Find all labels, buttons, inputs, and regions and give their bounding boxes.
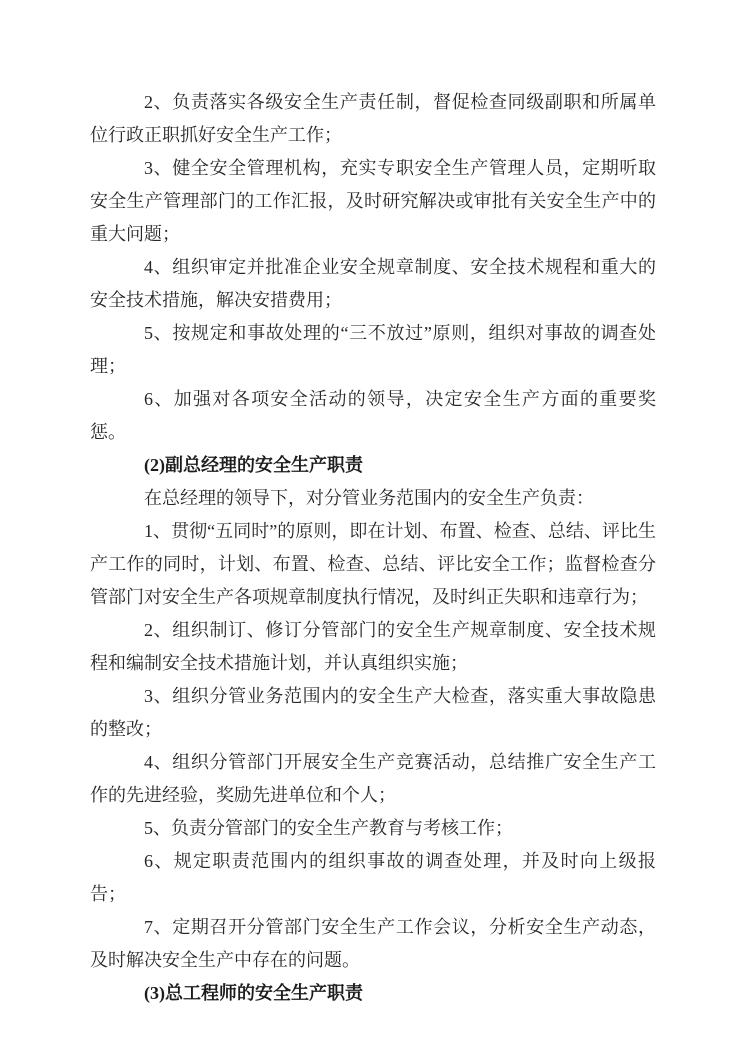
paragraph: 5、负责分管部门的安全生产教育与考核工作；	[144, 818, 513, 838]
paragraph: 6、规定职责范围内的组织事故的调查处理，并及时向上级报告；	[90, 851, 656, 904]
paragraph: 4、组织审定并批准企业安全规章制度、安全技术规程和重大的安全技术措施，解决安措费用；	[90, 257, 656, 310]
paragraph: 4、组织分管部门开展安全生产竞赛活动，总结推广安全生产工作的先进经验，奖励先进单位和个人；	[90, 752, 656, 805]
paragraph: 3、健全安全管理机构，充实专职安全生产管理人员，定期听取安全生产管理部门的工作汇报，及时研究解决或审批有关安全生产中的重大问题；	[90, 158, 656, 244]
section-heading: (2)副总经理的安全生产职责	[144, 455, 363, 475]
paragraph: 6、加强对各项安全活动的领导，决定安全生产方面的重要奖惩。	[90, 389, 656, 442]
paragraph: 1、贯彻“五同时”的原则，即在计划、布置、检查、总结、评比生产工作的同时，计划、布置、检查、总结、评比安全工作；监督检查分管部门对安全生产各项规章制度执行情况，及时纠正失职和违章行为；	[90, 521, 656, 607]
paragraph: 5、按规定和事故处理的“三不放过”原则，组织对事故的调查处理；	[90, 323, 656, 376]
section-heading: (3)总工程师的安全生产职责	[144, 983, 363, 1003]
paragraph: 在总经理的领导下，对分管业务范围内的安全生产负责：	[144, 488, 594, 508]
paragraph: 2、负责落实各级安全生产责任制，督促检查同级副职和所属单位行政正职抓好安全生产工作；	[90, 92, 656, 145]
paragraph: 2、组织制订、修订分管部门的安全生产规章制度、安全技术规程和编制安全技术措施计划，并认真组织实施；	[90, 620, 656, 673]
document-content	[90, 86, 656, 1010]
paragraph: 7、定期召开分管部门安全生产工作会议，分析安全生产动态，及时解决安全生产中存在的问题。	[90, 917, 656, 970]
paragraph: 3、组织分管业务范围内的安全生产大检查，落实重大事故隐患的整改；	[90, 686, 656, 739]
